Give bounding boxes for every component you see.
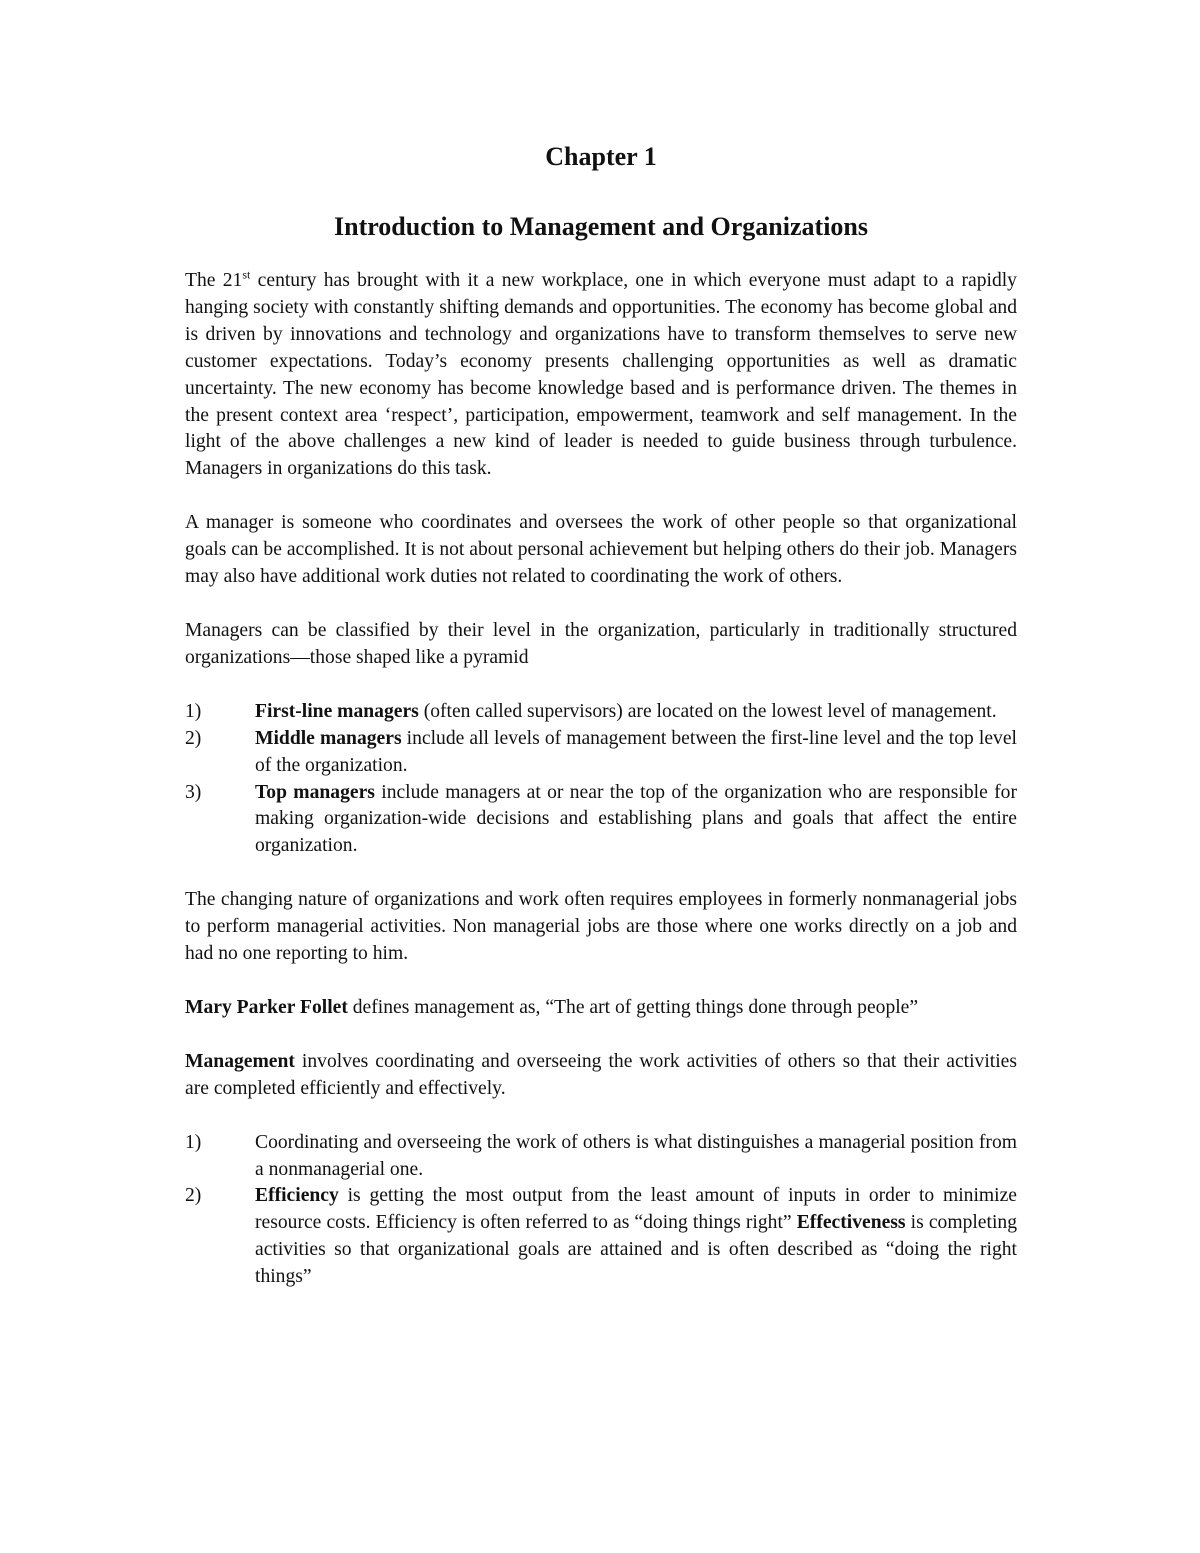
management-definition-paragraph	[185, 1049, 1017, 1103]
list-item-text	[255, 780, 1017, 861]
list-number: 2)	[185, 1185, 202, 1207]
list-number: 1)	[185, 700, 202, 722]
intro-pre-sup: The 21	[185, 270, 243, 291]
intro-text: century has brought with it a new workplace, one in which everyone must adapt to a rapidly hanging society with constantly shifting demands and opportunities. The economy has become global and is driven by innovations and technology and organizations have to transform themselves to serve new customer expectations. Today’s economy presents challenging opportunities as well as dramatic uncertainty. The new economy has become knowledge based and is performance driven. The themes in the present context area ‘respect’, participation, empowerment, teamwork and self management. In the light of the above challenges a new kind of leader is needed to guide business through turbulence. Managers in organizations do this task.	[185, 270, 1017, 480]
follet-paragraph	[185, 995, 1017, 1022]
list-number: 2)	[185, 727, 202, 749]
list-item-text	[255, 1183, 1017, 1291]
list-item-text: Coordinating and overseeing the work of others is what distinguishes a managerial position from a nonmanagerial one.	[255, 1131, 1017, 1180]
follet-name: Mary Parker Follet	[185, 996, 348, 1018]
manager-definition-paragraph: A manager is someone who coordinates and oversees the work of other people so that organizational goals can be accomplished. It is not about personal achievement but helping others do their job. Managers may also have additional work duties not related to coordinating the work of others.	[185, 512, 1017, 588]
term-effectiveness: Effectiveness	[796, 1212, 906, 1234]
term-top-managers: Top managers	[255, 781, 375, 803]
intro-superscript: st	[242, 267, 251, 282]
list-item-body: include all levels of management between the first-line level and the top level of the organization.	[255, 727, 1017, 776]
list-item-text	[255, 726, 1017, 780]
list-number: 3)	[185, 781, 202, 803]
manager-levels-list	[185, 699, 1017, 860]
changing-nature-paragraph: The changing nature of organizations and work often requires employees in formerly nonmanagerial jobs to perform managerial activities. Non managerial jobs are those where one works directly on a job and had no one reporting to him.	[185, 889, 1017, 965]
follet-text: defines management as, “The art of getting things done through people”	[347, 996, 919, 1018]
effectiveness-text: is completing activities so that organizational goals are attained and is often described as “doing the right things”	[255, 1212, 1017, 1288]
list-item-body: (often called supervisors) are located on the lowest level of management.	[418, 700, 997, 722]
document-page	[185, 140, 1017, 1291]
management-text: involves coordinating and overseeing the work activities of others so that their activities are completed efficiently and effectively.	[185, 1050, 1017, 1099]
list-item-text	[255, 699, 1017, 726]
levels-intro-paragraph: Managers can be classified by their level in the organization, particularly in traditionally structured organizations—those shaped like a pyramid	[185, 619, 1017, 668]
list-item-body: include managers at or near the top of the organization who are responsible for making organization-wide decisions and establishing plans and goals that affect the entire organization.	[255, 781, 1017, 857]
intro-paragraph	[185, 268, 1017, 483]
efficiency-text: is getting the most output from the least amount of inputs in order to minimize resource costs. Efficiency is often referred to as “doing things right”	[255, 1185, 1017, 1234]
term-middle-managers: Middle managers	[255, 727, 402, 749]
management-points-list	[185, 1130, 1017, 1291]
page-title: Introduction to Management and Organizations	[334, 212, 868, 241]
term-management: Management	[185, 1050, 295, 1072]
term-first-line-managers: First-line managers	[255, 700, 419, 722]
list-item	[185, 1183, 1017, 1291]
chapter-heading: Chapter 1	[545, 142, 657, 171]
list-item	[185, 1130, 1017, 1184]
list-item	[185, 780, 1017, 861]
list-item	[185, 726, 1017, 780]
list-number: 1)	[185, 1131, 202, 1153]
term-efficiency: Efficiency	[255, 1185, 339, 1207]
list-item	[185, 699, 1017, 726]
